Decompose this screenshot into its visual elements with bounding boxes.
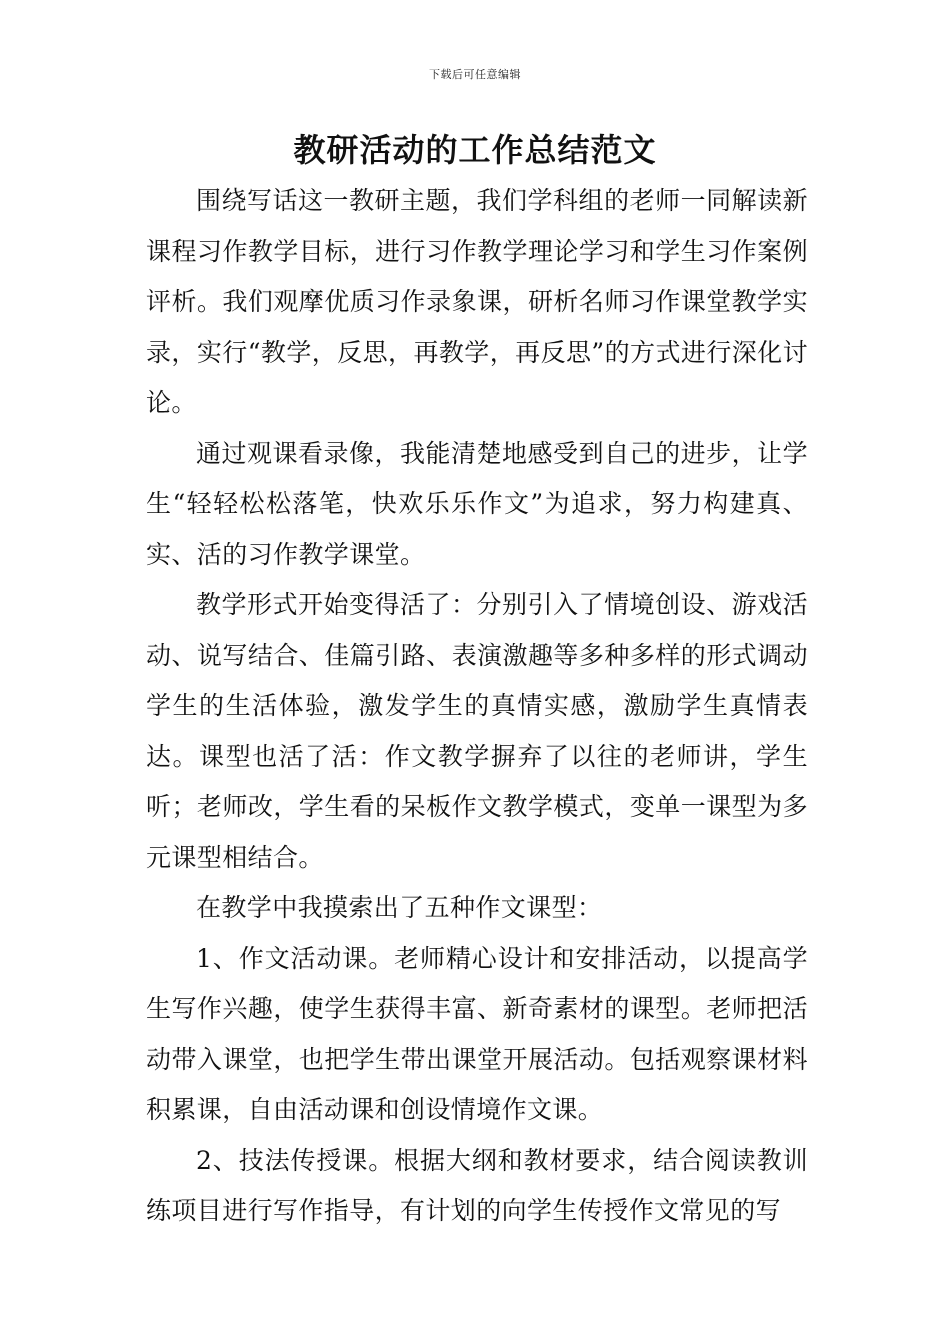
paragraph: 2、技法传授课。根据大纲和教材要求，结合阅读教训练项目进行写作指导，有计划的向学生传授作文常见的写: [146, 1145, 808, 1225]
paragraph: 通过观课看录像，我能清楚地感受到自己的进步，让学生“轻轻松松落笔，快欢乐乐作文”为追求，努力构建真、实、活的习作教学课堂。: [146, 438, 808, 569]
document-title: 教研活动的工作总结范文: [293, 131, 657, 169]
paragraph: 教学形式开始变得活了：分别引入了情境创设、游戏活动、说写结合、佳篇引路、表演激趣等多种多样的形式调动学生的生活体验，激发学生的真情实感，激励学生真情表达。课型也活了活：作文教学摒弃了以往的老师讲，学生听；老师改，学生看的呆板作文教学模式，变单一课型为多元课型相结合。: [146, 590, 808, 872]
header-note: 下载后可任意编辑: [429, 68, 521, 81]
paragraph: 在教学中我摸索出了五种作文课型：: [196, 893, 603, 922]
paragraph: 1、作文活动课。老师精心设计和安排活动，以提高学生写作兴趣，使学生获得丰富、新奇素材的课型。老师把活动带入课堂，也把学生带出课堂开展活动。包括观察课材料积累课，自由活动课和创设情境作文课。: [146, 943, 808, 1124]
document-body: [146, 176, 808, 1237]
paragraph: 围绕写话这一教研主题，我们学科组的老师一同解读新课程习作教学目标，进行习作教学理论学习和学生习作案例评析。我们观摩优质习作录象课，研析名师习作课堂教学实录，实行“教学，反思，再教学，再反思”的方式进行深化讨论。: [146, 186, 808, 417]
